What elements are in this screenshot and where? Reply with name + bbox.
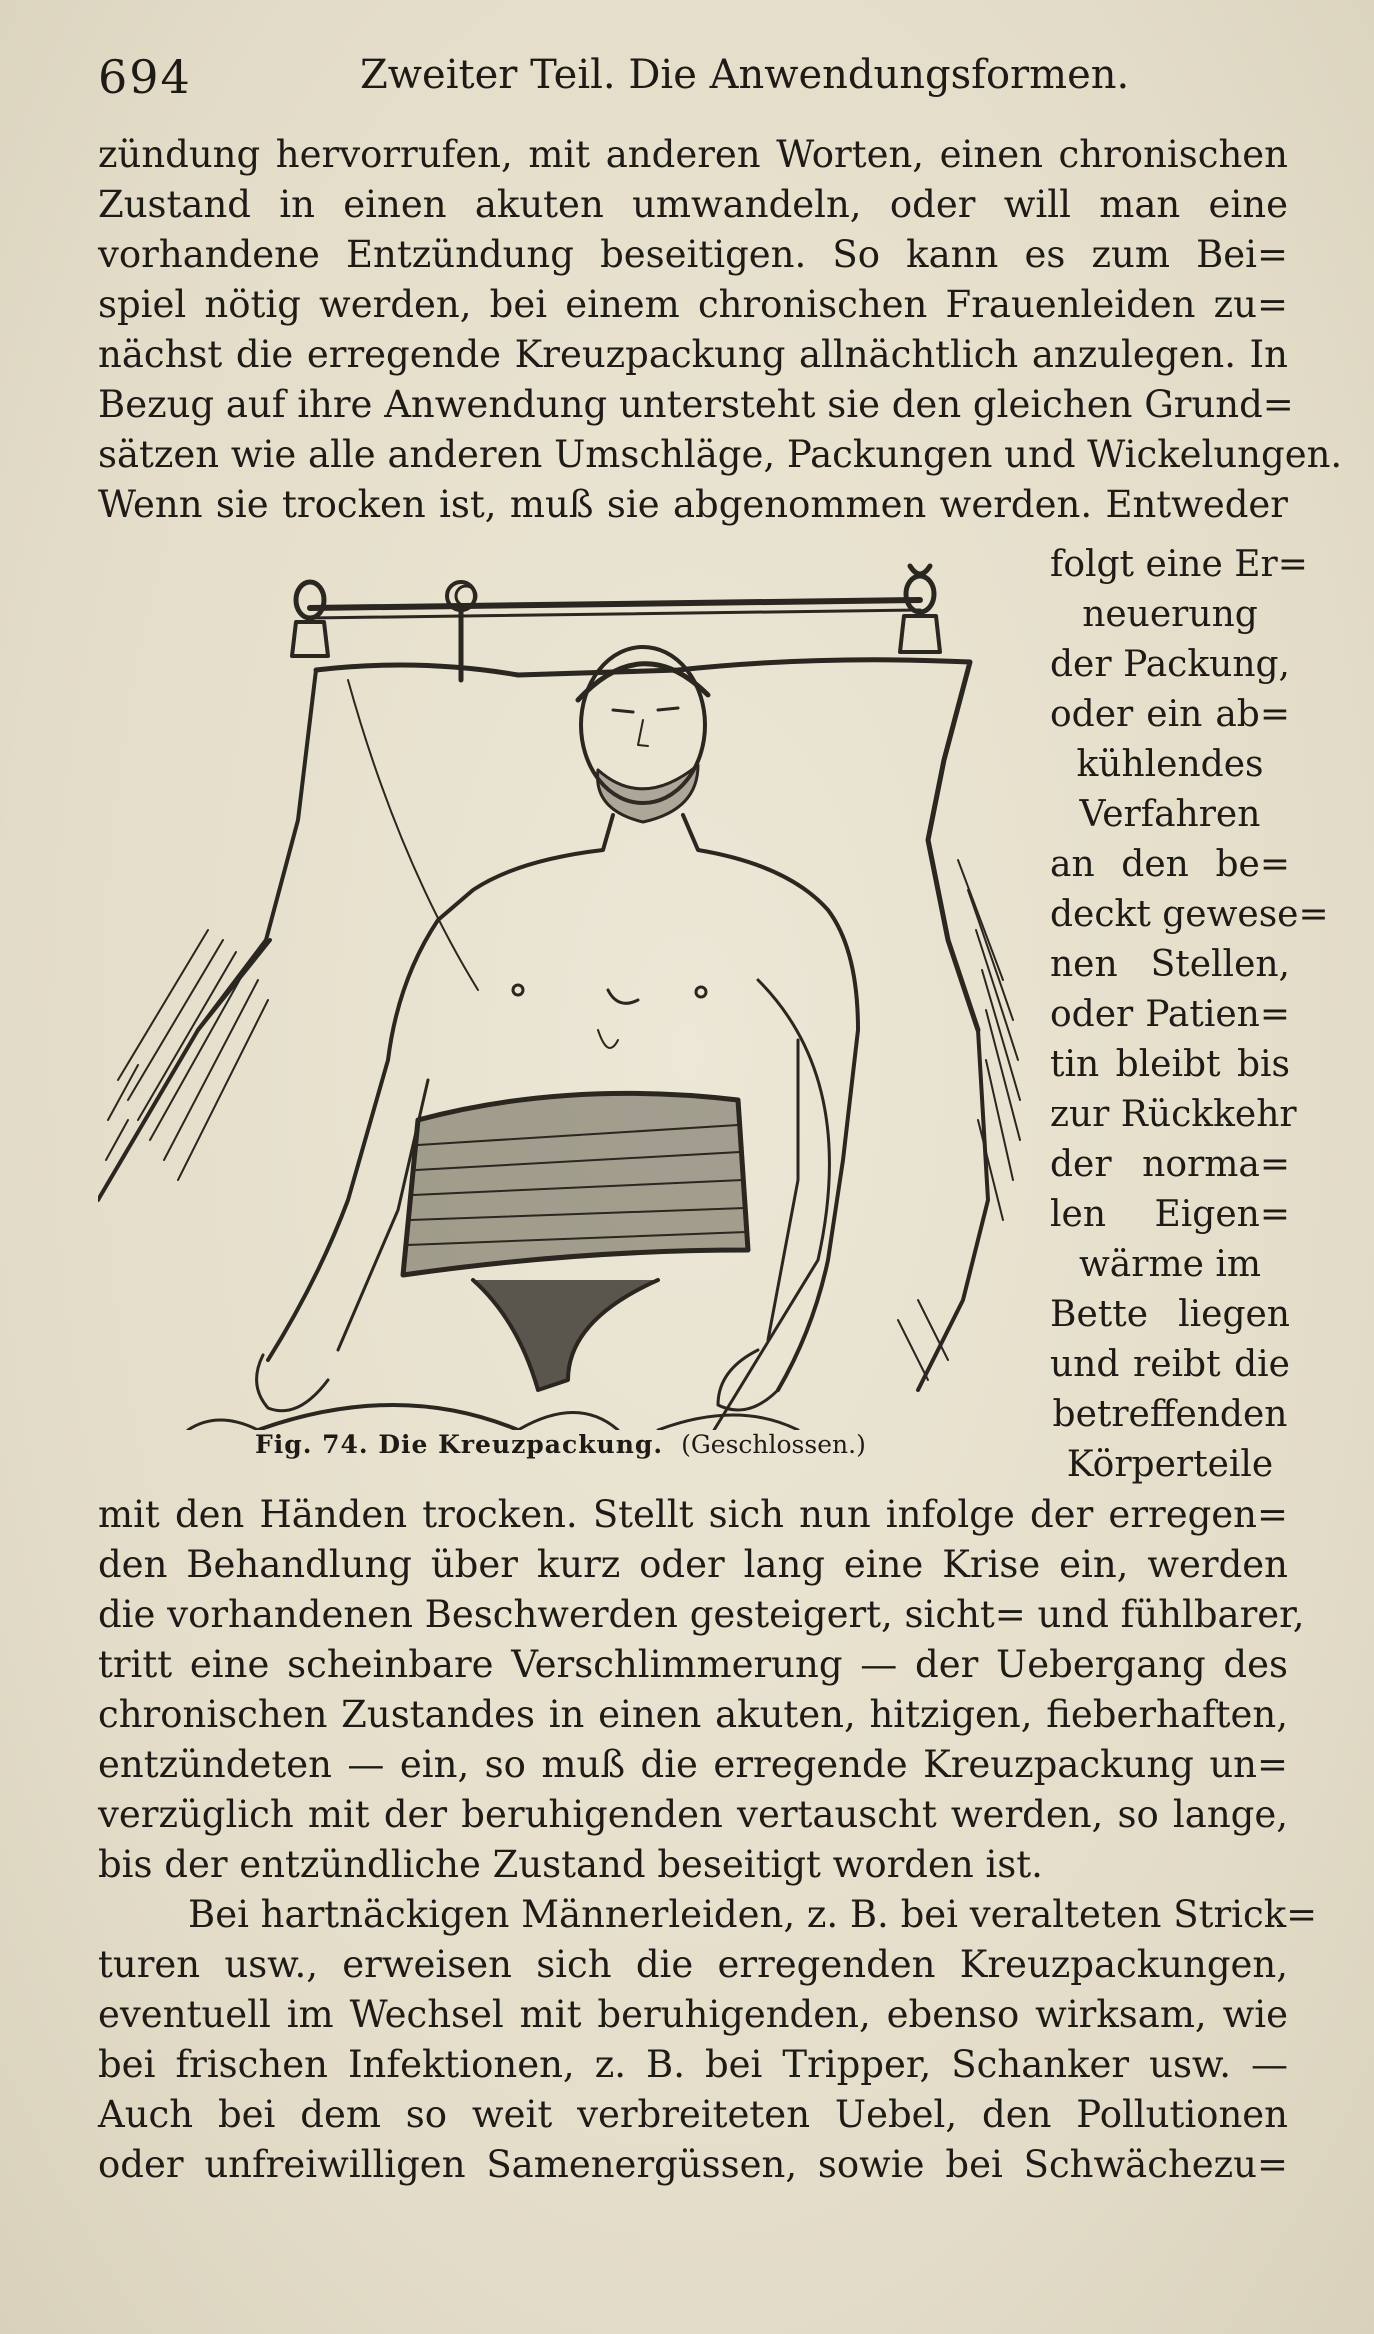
page-number: 694 (98, 50, 192, 104)
text-line: deckt gewese= (1050, 894, 1329, 935)
text-line: Wenn sie trocken ist, muß sie abgenommen werden. Entweder (98, 483, 1288, 526)
side-column-text (1050, 540, 1329, 1490)
text-line: Körperteile (1066, 1444, 1274, 1485)
text-line: nen Stellen, (1050, 944, 1290, 985)
text-line: Bette liegen (1050, 1294, 1290, 1335)
text-line: Bezug auf ihre Anwendung untersteht sie den gleichen Grund= (98, 383, 1294, 426)
text-line: len Eigen= (1050, 1194, 1290, 1235)
text-line: vorhandene Entzündung beseitigen. So kann es zum Bei= (98, 233, 1288, 276)
text-line: oder ein ab= (1050, 694, 1290, 735)
text-line: Bei hartnäckigen Männerleiden, z. B. bei veralteten Strick= (188, 1893, 1318, 1936)
text-line: zündung hervorrufen, mit anderen Worten, einen chronischen (98, 133, 1288, 176)
text-line: chronischen Zustandes in einen akuten, hitzigen, fieberhaften, (98, 1693, 1288, 1736)
text-line: mit den Händen trocken. Stellt sich nun infolge der erregen= (98, 1493, 1288, 1536)
text-line: Verfahren (1079, 794, 1261, 835)
text-line: zur Rückkehr (1050, 1094, 1297, 1135)
paragraph-2 (98, 1490, 1305, 1890)
figure-illustration (98, 560, 1038, 1430)
text-line: spiel nötig werden, bei einem chronischen Frauenleiden zu= (98, 283, 1288, 326)
text-line: neuerung (1082, 594, 1258, 635)
text-line: der Packung, (1050, 644, 1290, 685)
text-line: bei frischen Infektionen, z. B. bei Tripper, Schanker usw. — (98, 2043, 1288, 2086)
text-line: Zustand in einen akuten umwandeln, oder will man eine (98, 183, 1288, 226)
text-line: folgt eine Er= (1050, 544, 1308, 585)
page-header (98, 40, 1288, 110)
text-line: sätzen wie alle anderen Umschläge, Packungen und Wickelungen. (98, 433, 1343, 476)
text-line: turen usw., erweisen sich die erregenden Kreuzpackungen, (98, 1943, 1288, 1986)
paragraph-3 (98, 1890, 1318, 2190)
patient-in-bed-engraving (98, 560, 1038, 1430)
text-line: der norma= (1050, 1144, 1290, 1185)
text-line: tin bleibt bis (1050, 1044, 1290, 1085)
text-line: betreffenden (1052, 1394, 1288, 1435)
text-line: bis der entzündliche Zustand beseitigt worden ist. (98, 1843, 1043, 1886)
text-line: Auch bei dem so weit verbreiteten Uebel, den Pollutionen (98, 2093, 1288, 2136)
text-line: an den be= (1050, 844, 1290, 885)
text-line: oder unfreiwilligen Samenergüssen, sowie bei Schwächezu= (98, 2143, 1288, 2186)
figure-caption-note: (Geschlossen.) (681, 1430, 866, 1459)
text-line: und reibt die (1050, 1344, 1290, 1385)
text-line: entzündeten — ein, so muß die erregende Kreuzpackung un= (98, 1743, 1288, 1786)
figure-caption-label: Fig. 74. Die Kreuzpackung. (255, 1430, 664, 1459)
text-line: tritt eine scheinbare Verschlimmerung — der Uebergang des (98, 1643, 1288, 1686)
text-line: die vorhandenen Beschwerden gesteigert, sicht= und fühlbarer, (98, 1593, 1305, 1636)
text-line: oder Patien= (1050, 994, 1290, 1035)
text-line: wärme im (1078, 1244, 1262, 1285)
paragraph-1 (98, 130, 1343, 530)
text-line: verzüglich mit der beruhigenden vertauscht werden, so lange, (98, 1793, 1288, 1836)
running-title: Zweiter Teil. Die Anwendungsformen. (360, 52, 1130, 98)
text-line: den Behandlung über kurz oder lang eine Krise ein, werden (98, 1543, 1288, 1586)
figure-caption (255, 1420, 1015, 1470)
text-line: kühlendes (1076, 744, 1264, 785)
text-line: nächst die erregende Kreuzpackung allnächtlich anzulegen. In (98, 333, 1288, 376)
text-line: eventuell im Wechsel mit beruhigenden, ebenso wirksam, wie (98, 1993, 1288, 2036)
